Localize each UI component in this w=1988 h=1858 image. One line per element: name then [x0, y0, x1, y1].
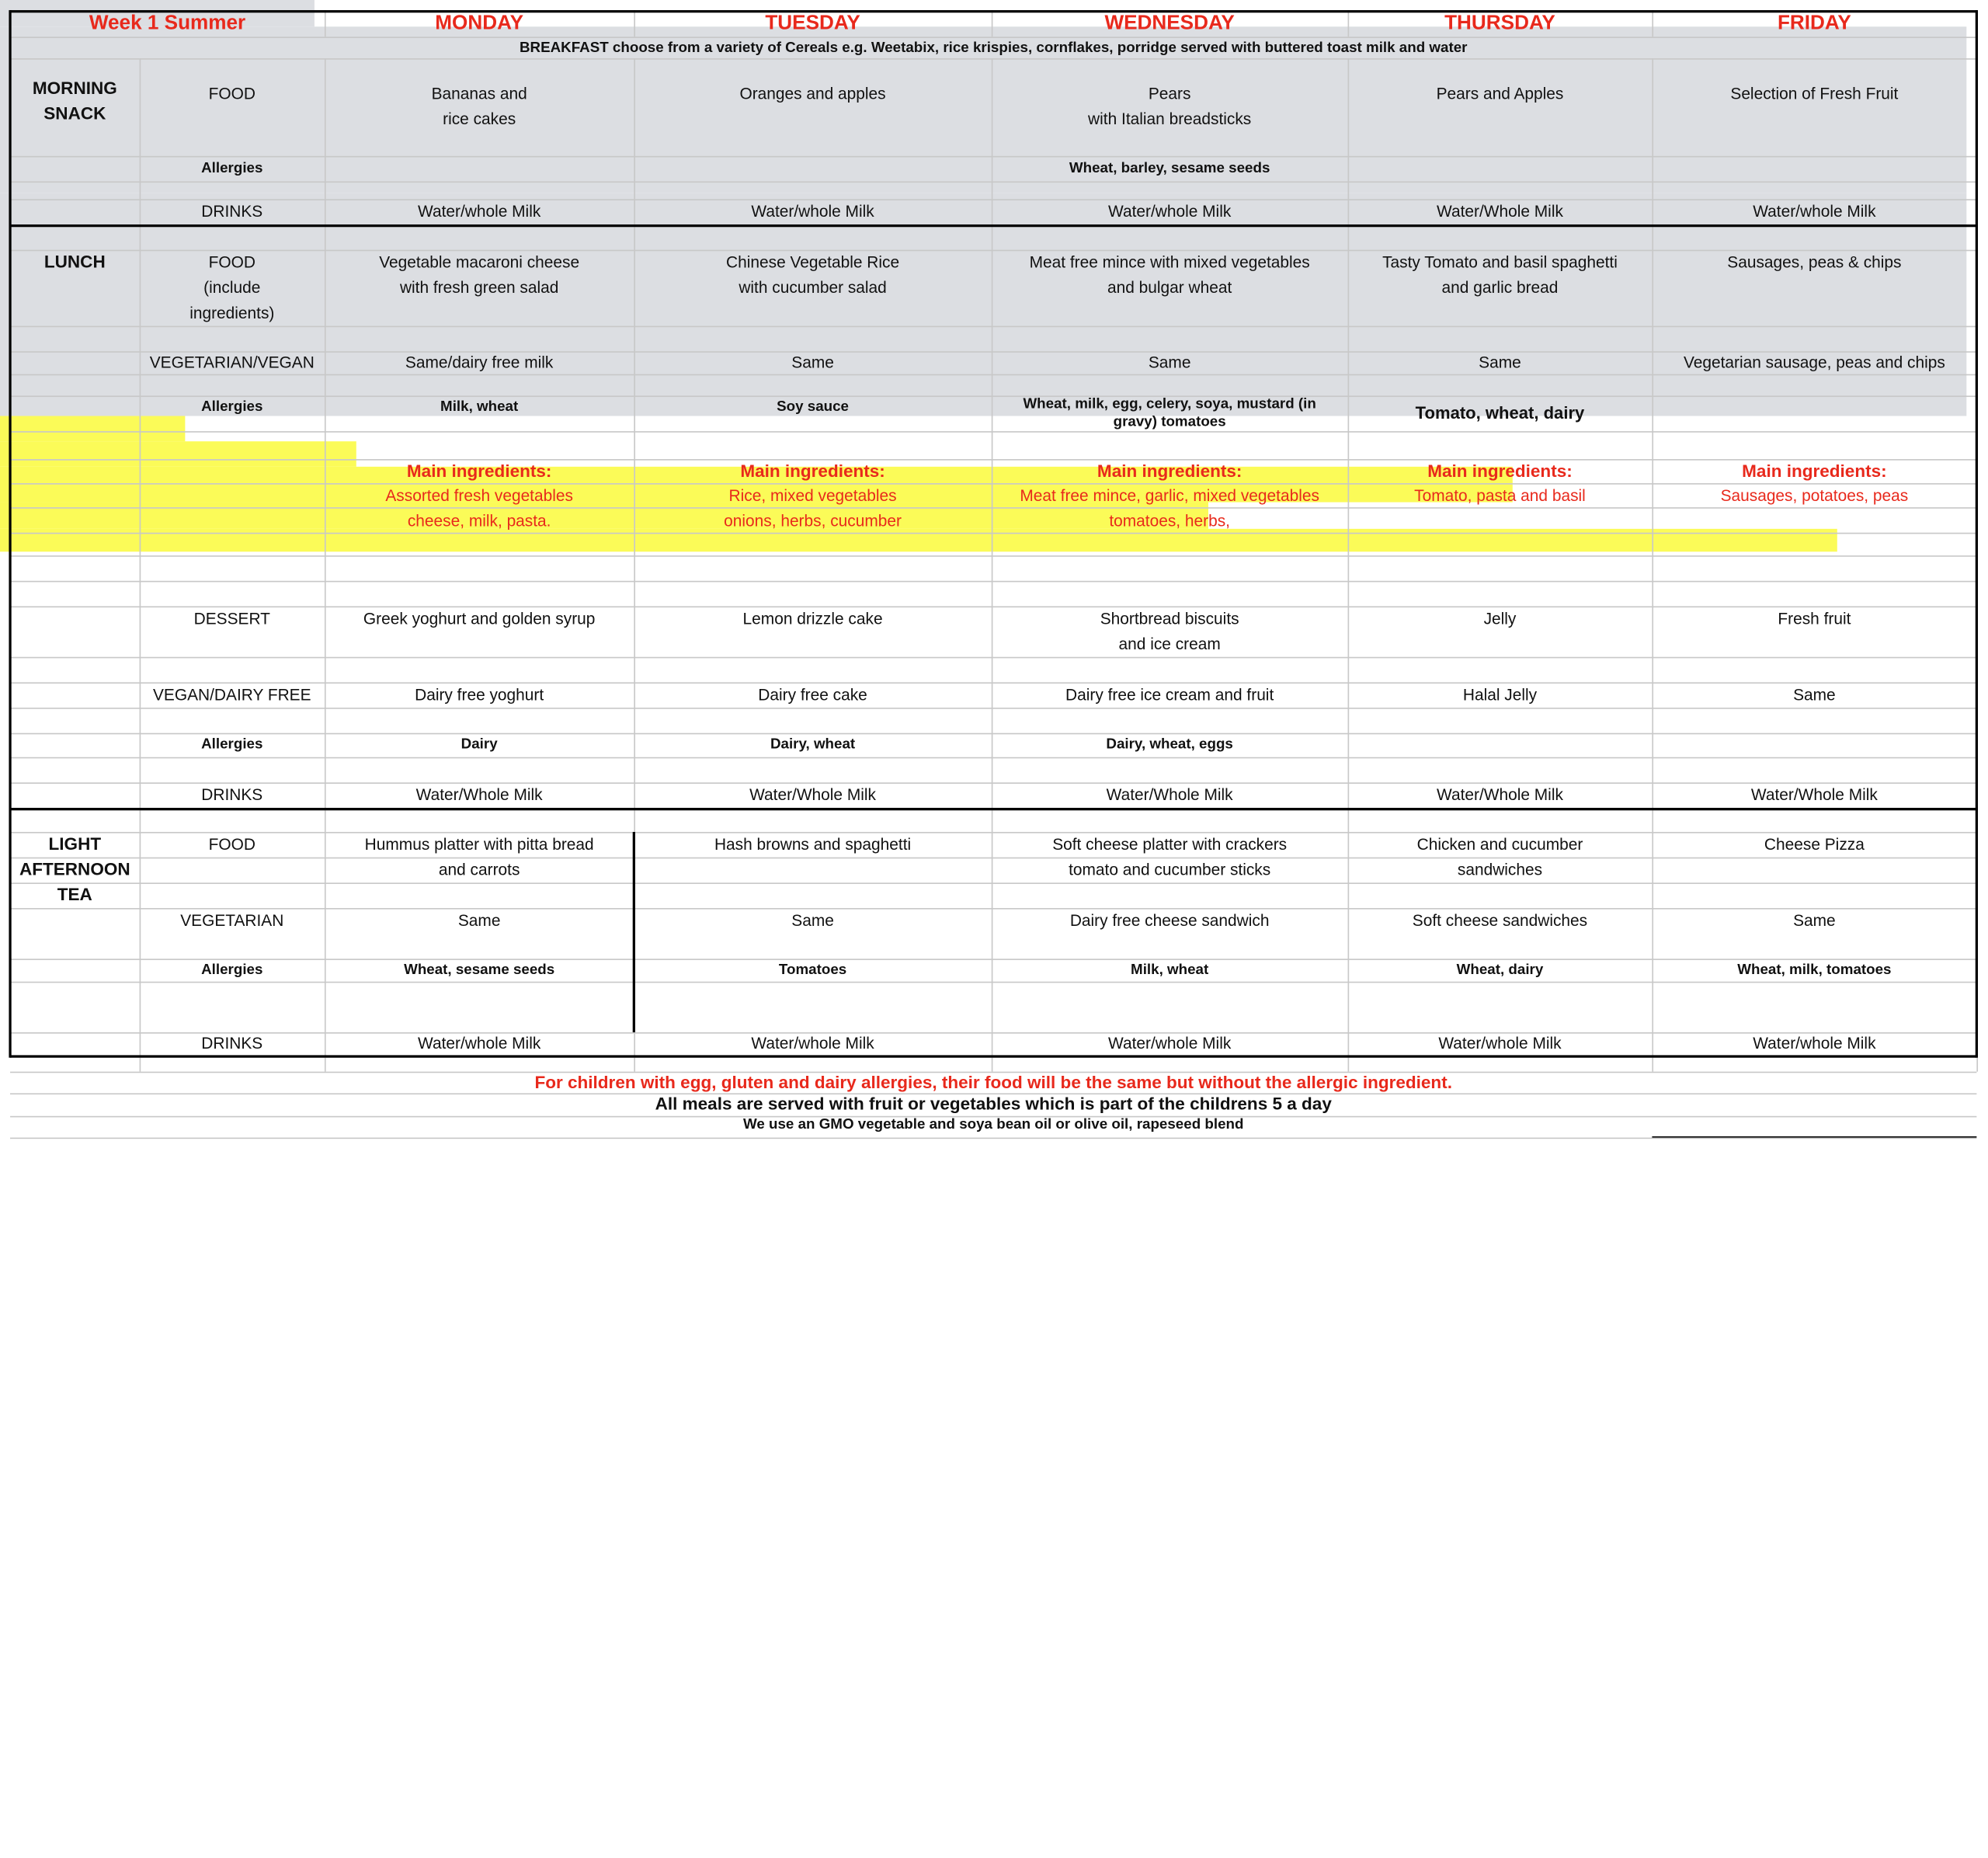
- lunch-drink-cell: Water/Whole Milk: [1437, 785, 1563, 805]
- main-ingredients-label: Main ingredients:: [1427, 461, 1573, 480]
- tea-food-cell: [325, 832, 634, 882]
- main-ingredients-cell: [325, 483, 634, 533]
- text-line: onions, herbs, cucumber: [724, 510, 902, 531]
- text-line: Tomato, pasta and basil: [1414, 485, 1586, 505]
- vegan-cell: Same: [1793, 684, 1836, 705]
- row-label-drinks: DRINKS: [201, 201, 263, 221]
- highlight: [0, 416, 185, 442]
- vegan-cell: Dairy free cake: [758, 684, 867, 705]
- snack-food-cell: [1652, 81, 1976, 131]
- text-line: (include: [203, 277, 261, 297]
- dessert-cell: [325, 606, 634, 656]
- lunch-food-cell: [1348, 250, 1653, 301]
- tea-drink-cell: Water/whole Milk: [751, 1032, 874, 1053]
- section-border: [10, 808, 1976, 810]
- text-line: rice cakes: [443, 109, 516, 128]
- text-line: Sausages, peas & chips: [1727, 252, 1902, 272]
- snack-drink-cell: Water/whole Milk: [751, 201, 874, 221]
- snack-drink-cell: Water/Whole Milk: [1437, 201, 1563, 221]
- text-line: MORNING: [32, 78, 117, 98]
- main-ingredients-label: Main ingredients:: [406, 461, 552, 480]
- dessert-cell: [634, 606, 991, 656]
- tea-drink-cell: Water/whole Milk: [1108, 1032, 1232, 1053]
- text-line: Jelly: [1483, 608, 1517, 628]
- text-line: ingredients): [189, 303, 275, 322]
- text-line: tomatoes, herbs,: [1109, 510, 1230, 531]
- text-line: Oranges and apples: [739, 83, 886, 103]
- lunch-allergy-cell: Soy sauce: [777, 399, 850, 415]
- text-line: TEA: [57, 885, 92, 905]
- lunch-veg-cell: Same: [1148, 352, 1191, 372]
- tea-veg-cell: Same: [1793, 910, 1836, 930]
- lunch-veg-cell: Vegetarian sausage, peas and chips: [1683, 352, 1945, 372]
- snack-allergy-cell: Wheat, barley, sesame seeds: [1069, 161, 1270, 176]
- vegan-cell: Dairy free yoghurt: [415, 684, 544, 705]
- text-line: Pears: [1148, 83, 1191, 103]
- row-label-dessert: DESSERT: [193, 608, 270, 628]
- tea-veg-cell: Soft cheese sandwiches: [1412, 910, 1588, 930]
- text-line: Assorted fresh vegetables: [385, 485, 573, 505]
- text-line: Selection of Fresh Fruit: [1730, 83, 1899, 103]
- row-divider: [10, 58, 1976, 60]
- section-label-morning-snack: [10, 76, 140, 134]
- text-line: cheese, milk, pasta.: [407, 510, 551, 531]
- dessert-allergy-cell: Dairy, wheat, eggs: [1106, 736, 1233, 753]
- page-title: Week 1 Summer: [89, 12, 246, 34]
- row-label-drinks: DRINKS: [201, 785, 263, 805]
- snack-allergy-cell: [325, 156, 634, 182]
- text-line: and carrots: [438, 859, 520, 879]
- lunch-drink-cell: Water/Whole Milk: [1106, 785, 1233, 805]
- row-divider: [10, 581, 1976, 583]
- tea-allergy-cell: Wheat, sesame seeds: [404, 962, 555, 978]
- lunch-allergy-cell: [1652, 395, 1976, 431]
- lunch-allergy-cell: Milk, wheat: [440, 399, 519, 415]
- row-label-food: [140, 250, 325, 326]
- dessert-allergy-cell: Dairy, wheat: [770, 736, 856, 753]
- text-line: and ice cream: [1118, 634, 1221, 653]
- text-line: with Italian breadsticks: [1088, 109, 1252, 128]
- section-border: [10, 224, 1976, 227]
- text-line: Greek yoghurt and golden syrup: [363, 608, 596, 628]
- snack-drink-cell: Water/whole Milk: [1753, 201, 1876, 221]
- day-header: WEDNESDAY: [1104, 12, 1235, 34]
- dessert-allergy-cell: Dairy: [461, 736, 498, 753]
- lunch-veg-cell: Same: [791, 352, 834, 372]
- lunch-veg-cell: Same: [1479, 352, 1521, 372]
- snack-food-cell: [992, 81, 1348, 131]
- text-line: Sausages, potatoes, peas: [1720, 485, 1909, 505]
- text-line: and bulgar wheat: [1107, 277, 1232, 297]
- row-label-food: FOOD: [208, 834, 255, 854]
- tea-allergy-cell: Tomatoes: [778, 962, 847, 978]
- lunch-drink-cell: Water/Whole Milk: [1750, 785, 1878, 805]
- row-divider: [10, 657, 1976, 659]
- row-label-allergies: Allergies: [201, 399, 263, 415]
- row-label-vegetarian: VEGETARIAN/VEGAN: [149, 352, 315, 372]
- row-divider: [10, 757, 1976, 759]
- row-divider: [10, 181, 1976, 183]
- lunch-food-cell: [634, 250, 991, 301]
- row-divider: [10, 708, 1976, 709]
- text-line: and garlic bread: [1441, 277, 1559, 297]
- row-label-allergies: Allergies: [201, 736, 263, 753]
- snack-drink-cell: Water/whole Milk: [418, 201, 541, 221]
- section-label-lunch: LUNCH: [43, 252, 106, 272]
- section-label-afternoon-tea: [10, 832, 140, 908]
- text-line: Bananas and: [431, 83, 527, 103]
- tea-allergy-cell: Wheat, milk, tomatoes: [1737, 962, 1892, 978]
- row-divider: [10, 982, 1976, 983]
- text-line: Meat free mince with mixed vegetables: [1029, 252, 1310, 272]
- tea-food-cell: [1652, 832, 1976, 882]
- tea-drink-cell: Water/whole Milk: [418, 1032, 541, 1053]
- snack-food-cell: [634, 81, 991, 131]
- snack-food-cell: [1348, 81, 1653, 131]
- lunch-veg-cell: Same/dairy free milk: [405, 352, 554, 372]
- text-line: sandwiches: [1457, 859, 1543, 879]
- row-label-vegan: VEGAN/DAIRY FREE: [152, 684, 311, 705]
- lunch-food-cell: [1652, 250, 1976, 301]
- text-line: SNACK: [43, 103, 106, 124]
- snack-allergy-cell: [1652, 156, 1976, 182]
- tea-allergy-cell: Wheat, dairy: [1456, 962, 1544, 978]
- dessert-cell: [1652, 606, 1976, 656]
- main-ingredients-cell: [992, 483, 1348, 533]
- main-ingredients-cell: [1348, 483, 1653, 533]
- row-divider: [10, 882, 1976, 884]
- main-ingredients-label: Main ingredients:: [1742, 461, 1887, 480]
- vegan-cell: Halal Jelly: [1462, 684, 1538, 705]
- dessert-allergy-cell: [1348, 732, 1653, 757]
- day-header: THURSDAY: [1444, 12, 1555, 34]
- dessert-cell: [1348, 606, 1653, 656]
- snack-drink-cell: Water/whole Milk: [1108, 201, 1232, 221]
- snack-food-cell: [325, 81, 634, 131]
- text-line: Rice, mixed vegetables: [728, 485, 897, 505]
- text-line: LIGHT: [48, 834, 102, 854]
- text-line: with cucumber salad: [739, 277, 887, 297]
- text-line: FOOD: [208, 252, 255, 272]
- text-line: tomato and cucumber sticks: [1069, 859, 1271, 879]
- text-line: Pears and Apples: [1436, 83, 1564, 103]
- text-line: Tasty Tomato and basil spaghetti: [1382, 252, 1618, 272]
- text-line: Soft cheese platter with crackers: [1052, 834, 1288, 854]
- text-line: Lemon drizzle cake: [742, 608, 883, 628]
- footer-five-a-day-note: All meals are served with fruit or vegetables which is part of the childrens 5 a day: [655, 1094, 1332, 1114]
- row-label-allergies: Allergies: [201, 161, 263, 176]
- main-ingredients-label: Main ingredients:: [740, 461, 885, 480]
- main-ingredients-label: Main ingredients:: [1097, 461, 1242, 480]
- text-line: Shortbread biscuits: [1100, 608, 1239, 628]
- text-line: Fresh fruit: [1778, 608, 1851, 628]
- text-line: Hummus platter with pitta bread: [364, 834, 594, 854]
- tea-drink-cell: Water/whole Milk: [1438, 1032, 1562, 1053]
- main-ingredients-cell: [634, 483, 991, 533]
- tea-food-cell: [992, 832, 1348, 882]
- section-border: [10, 1055, 1976, 1057]
- breakfast-note: BREAKFAST choose from a variety of Cereals e.g. Weetabix, rice krispies, cornflakes, porridge served with buttered toast milk and water: [519, 40, 1468, 56]
- text-line: with fresh green salad: [399, 277, 559, 297]
- snack-allergy-cell: [1348, 156, 1653, 182]
- highlight: [0, 441, 356, 467]
- row-divider: [10, 533, 1976, 534]
- lunch-allergy-cell: Tomato, wheat, dairy: [1415, 403, 1585, 423]
- tea-food-cell: [1348, 832, 1653, 882]
- row-label-drinks: DRINKS: [201, 1032, 263, 1053]
- text-line: AFTERNOON: [19, 859, 130, 879]
- tea-drink-cell: Water/whole Milk: [1753, 1032, 1876, 1053]
- lunch-drink-cell: Water/Whole Milk: [415, 785, 543, 805]
- row-divider: [10, 326, 1976, 328]
- footer-allergy-note: For children with egg, gluten and dairy allergies, their food will be the same but without the allergic ingredient.: [534, 1072, 1452, 1091]
- text-line: Cheese Pizza: [1764, 834, 1865, 854]
- snack-allergy-cell: [634, 156, 991, 182]
- lunch-food-cell: [325, 250, 634, 301]
- row-label-allergies: Allergies: [201, 962, 263, 978]
- row-label-vegetarian: VEGETARIAN: [180, 910, 284, 930]
- tea-veg-cell: Same: [457, 910, 501, 930]
- text-line: Vegetable macaroni cheese: [379, 252, 580, 272]
- tea-allergy-cell: Milk, wheat: [1131, 962, 1209, 978]
- dessert-cell: [992, 606, 1348, 656]
- tea-veg-cell: Dairy free cheese sandwich: [1069, 910, 1270, 930]
- lunch-food-cell: [992, 250, 1348, 301]
- day-header: TUESDAY: [765, 12, 860, 34]
- footer-oil-note: We use an GMO vegetable and soya bean oil or olive oil, rapeseed blend: [742, 1116, 1244, 1133]
- text-line: Meat free mince, garlic, mixed vegetables: [1020, 485, 1319, 505]
- row-label-food: FOOD: [208, 83, 255, 103]
- vegan-cell: Dairy free ice cream and fruit: [1065, 684, 1274, 705]
- text-line: Hash browns and spaghetti: [714, 834, 912, 854]
- text-line: Chicken and cucumber: [1416, 834, 1583, 854]
- section-border: [1652, 1136, 1976, 1138]
- day-header: MONDAY: [435, 12, 523, 34]
- main-ingredients-cell: [1652, 483, 1976, 533]
- lunch-drink-cell: Water/Whole Milk: [749, 785, 877, 805]
- row-divider: [10, 431, 1976, 433]
- dessert-allergy-cell: [1652, 732, 1976, 757]
- text-line: Chinese Vegetable Rice: [726, 252, 900, 272]
- tea-food-cell: [634, 832, 991, 882]
- row-divider: [10, 555, 1976, 557]
- day-header: FRIDAY: [1777, 12, 1851, 34]
- lunch-allergy-cell: Wheat, milk, egg, celery, soya, mustard (in gravy) tomatoes: [1023, 397, 1316, 430]
- tea-veg-cell: Same: [791, 910, 834, 930]
